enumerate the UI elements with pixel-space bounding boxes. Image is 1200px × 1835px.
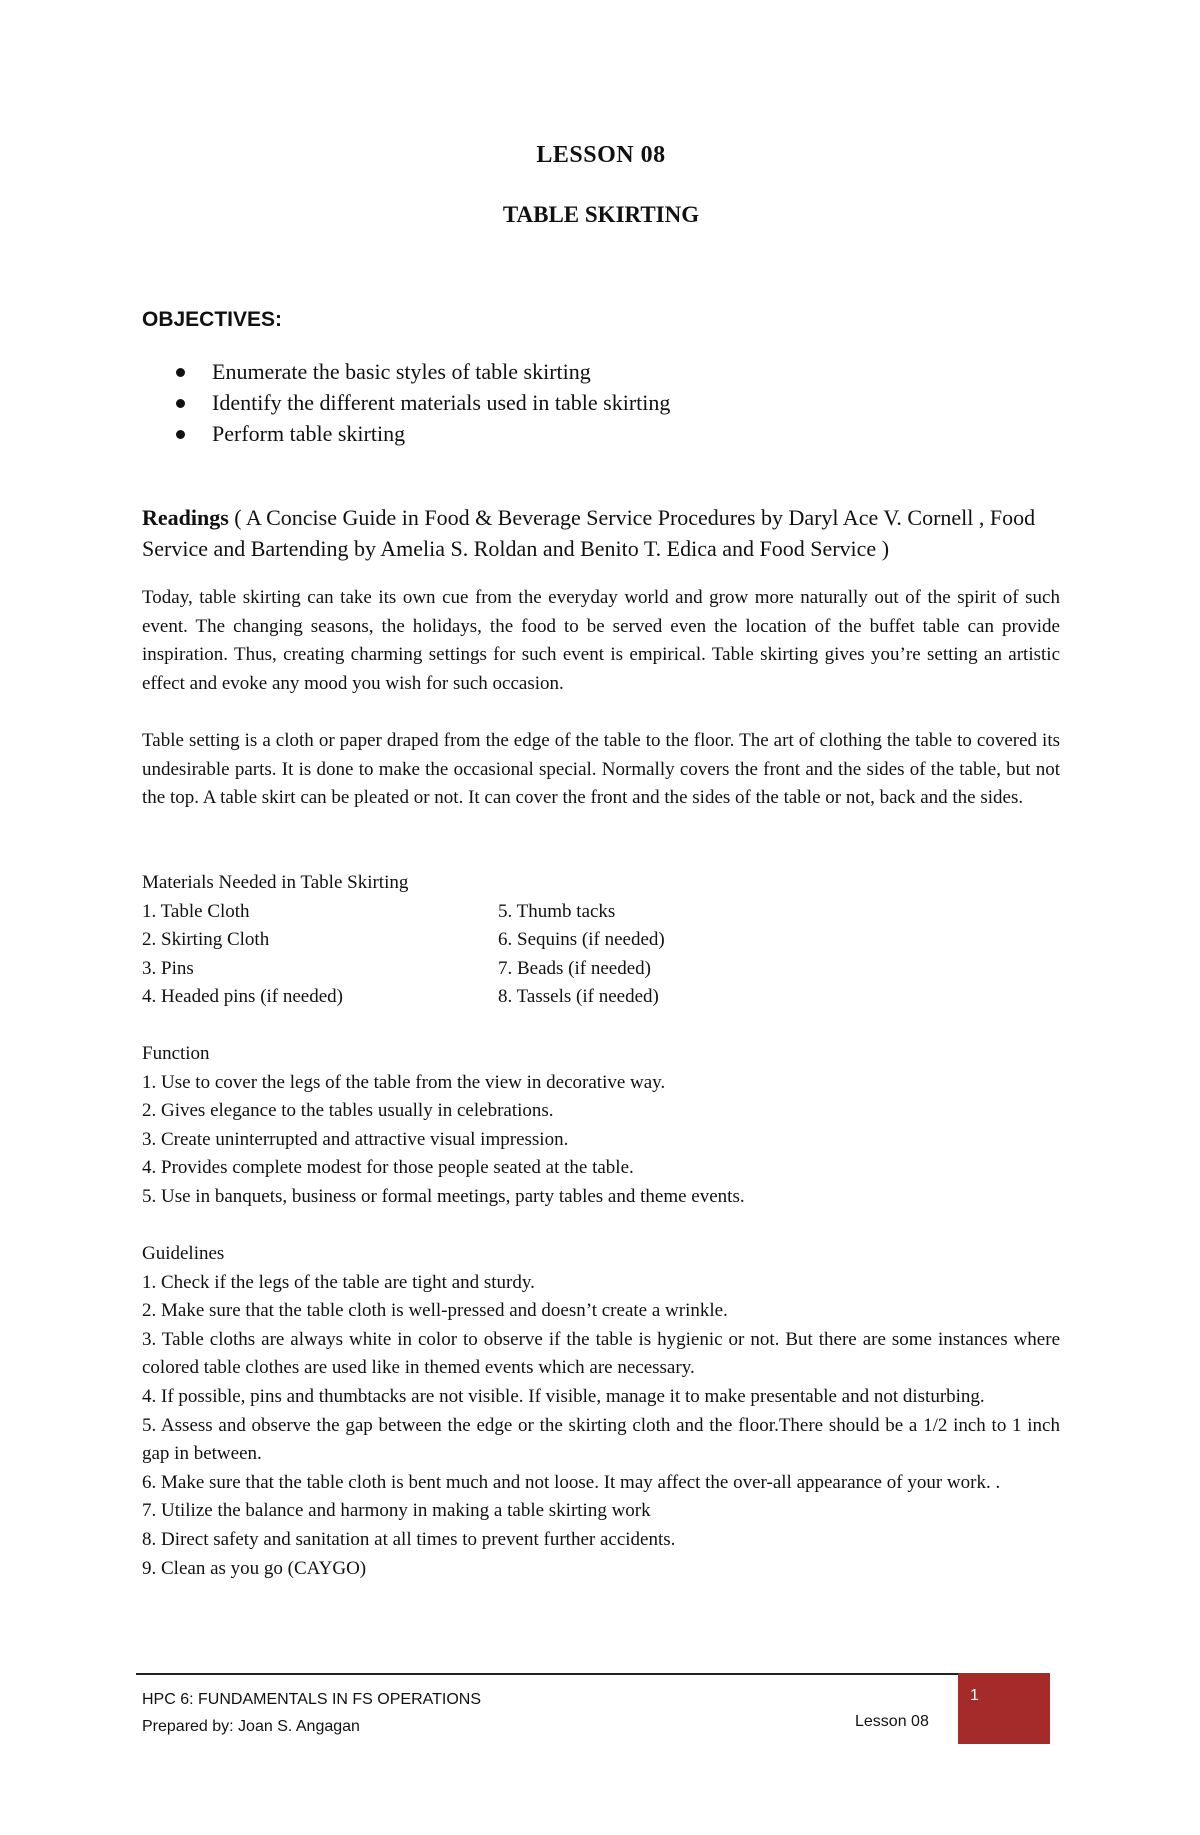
bullet-icon xyxy=(176,430,185,439)
list-item: 1. Check if the legs of the table are tight and sturdy. xyxy=(142,1271,535,1293)
list-item: 3. Create uninterrupted and attractive visual impression. xyxy=(142,1128,569,1150)
list-item: 2. Gives elegance to the tables usually in celebrations. xyxy=(142,1100,554,1122)
footer-prepared-by: Prepared by: Joan S. Angagan xyxy=(142,1718,360,1735)
intro-paragraph: Today, table skirting can take its own cue from the everyday world and grow more naturally out of the spirit of such event. The changing seasons, the holidays, the food to be served even the location of the buffet table can provide inspiration. Thus, creating charming settings for such event is empirical. Table skirting gives you’re setting an artistic effect and evoke any mood you wish for such occasion. xyxy=(142,587,1060,694)
list-item: 4. Headed pins (if needed) 8. Tassels (if needed) xyxy=(142,986,659,1008)
lesson-title: TABLE SKIRTING xyxy=(502,202,700,227)
list-item: 3. Table cloths are always white in color to observe if the table is hygienic or not. But there are some instances where colored table clothes are used like in themed events which are necessary. xyxy=(142,1328,1060,1379)
footer-info xyxy=(142,1686,481,1740)
readings-text: ( A Concise Guide in Food & Beverage Service Procedures by Daryl Ace V. Cornell , Food Service and Bartending by Amelia S. Roldan and Benito T. Edica and Food Service ) xyxy=(142,505,1036,561)
list-item: 1. Use to cover the legs of the table from the view in decorative way. xyxy=(142,1071,666,1093)
footer-course: HPC 6: FUNDAMENTALS IN FS OPERATIONS xyxy=(142,1691,482,1708)
page-number: 1 xyxy=(970,1687,979,1704)
materials-heading: Materials Needed in Table Skirting xyxy=(142,872,409,893)
readings-label: Readings xyxy=(142,505,229,530)
list-item: 3. Pins 7. Beads (if needed) xyxy=(142,957,651,979)
objectives-heading: OBJECTIVES: xyxy=(142,308,283,331)
list-item: 6. Make sure that the table cloth is bent much and not loose. It may affect the over-all appearance of your work. . xyxy=(142,1471,1001,1493)
objectives-list xyxy=(142,356,670,449)
lesson-number: LESSON 08 xyxy=(536,142,666,168)
footer-divider xyxy=(136,1673,959,1675)
page-number-box xyxy=(958,1673,1050,1744)
definition-paragraph: Table setting is a cloth or paper draped from the edge of the table to the floor. The art of clothing the table to covered its undesirable parts. It is done to make the occasional special. Normally covers the front and the sides of the table, but not the top. A table skirt can be pleated or not. It can cover the front and the sides of the table or not, back and the sides. xyxy=(142,730,1060,808)
list-item: 2. Make sure that the table cloth is well-pressed and doesn’t create a wrinkle. xyxy=(142,1300,728,1322)
bullet-icon xyxy=(176,368,185,377)
bullet-icon xyxy=(176,399,185,408)
list-item: 4. If possible, pins and thumbtacks are not visible. If visible, manage it to make presentable and not disturbing. xyxy=(142,1385,985,1407)
guidelines-section xyxy=(142,1240,1060,1583)
function-section xyxy=(142,1040,1060,1212)
list-item: Identify the different materials used in table skirting xyxy=(142,387,670,418)
list-item: Enumerate the basic styles of table skirting xyxy=(142,356,670,387)
footer-lesson: Lesson 08 xyxy=(855,1713,929,1730)
materials-section xyxy=(142,869,1060,1012)
list-item: Perform table skirting xyxy=(142,418,670,449)
list-item: 5. Assess and observe the gap between the edge or the skirting cloth and the floor.There should be a 1/2 inch to 1 inch gap in between. xyxy=(142,1414,1060,1465)
list-item: 1. Table Cloth 5. Thumb tacks xyxy=(142,900,616,922)
list-item: 7. Utilize the balance and harmony in making a table skirting work xyxy=(142,1500,651,1522)
list-item: 5. Use in banquets, business or formal meetings, party tables and theme events. xyxy=(142,1185,745,1207)
list-item: 8. Direct safety and sanitation at all times to prevent further accidents. xyxy=(142,1528,676,1550)
list-item: 4. Provides complete modest for those people seated at the table. xyxy=(142,1157,634,1179)
list-item: 9. Clean as you go (CAYGO) xyxy=(142,1557,367,1579)
guidelines-heading: Guidelines xyxy=(142,1243,225,1264)
list-item: 2. Skirting Cloth 6. Sequins (if needed) xyxy=(142,929,665,951)
function-heading: Function xyxy=(142,1043,210,1064)
readings-paragraph xyxy=(142,502,1060,564)
